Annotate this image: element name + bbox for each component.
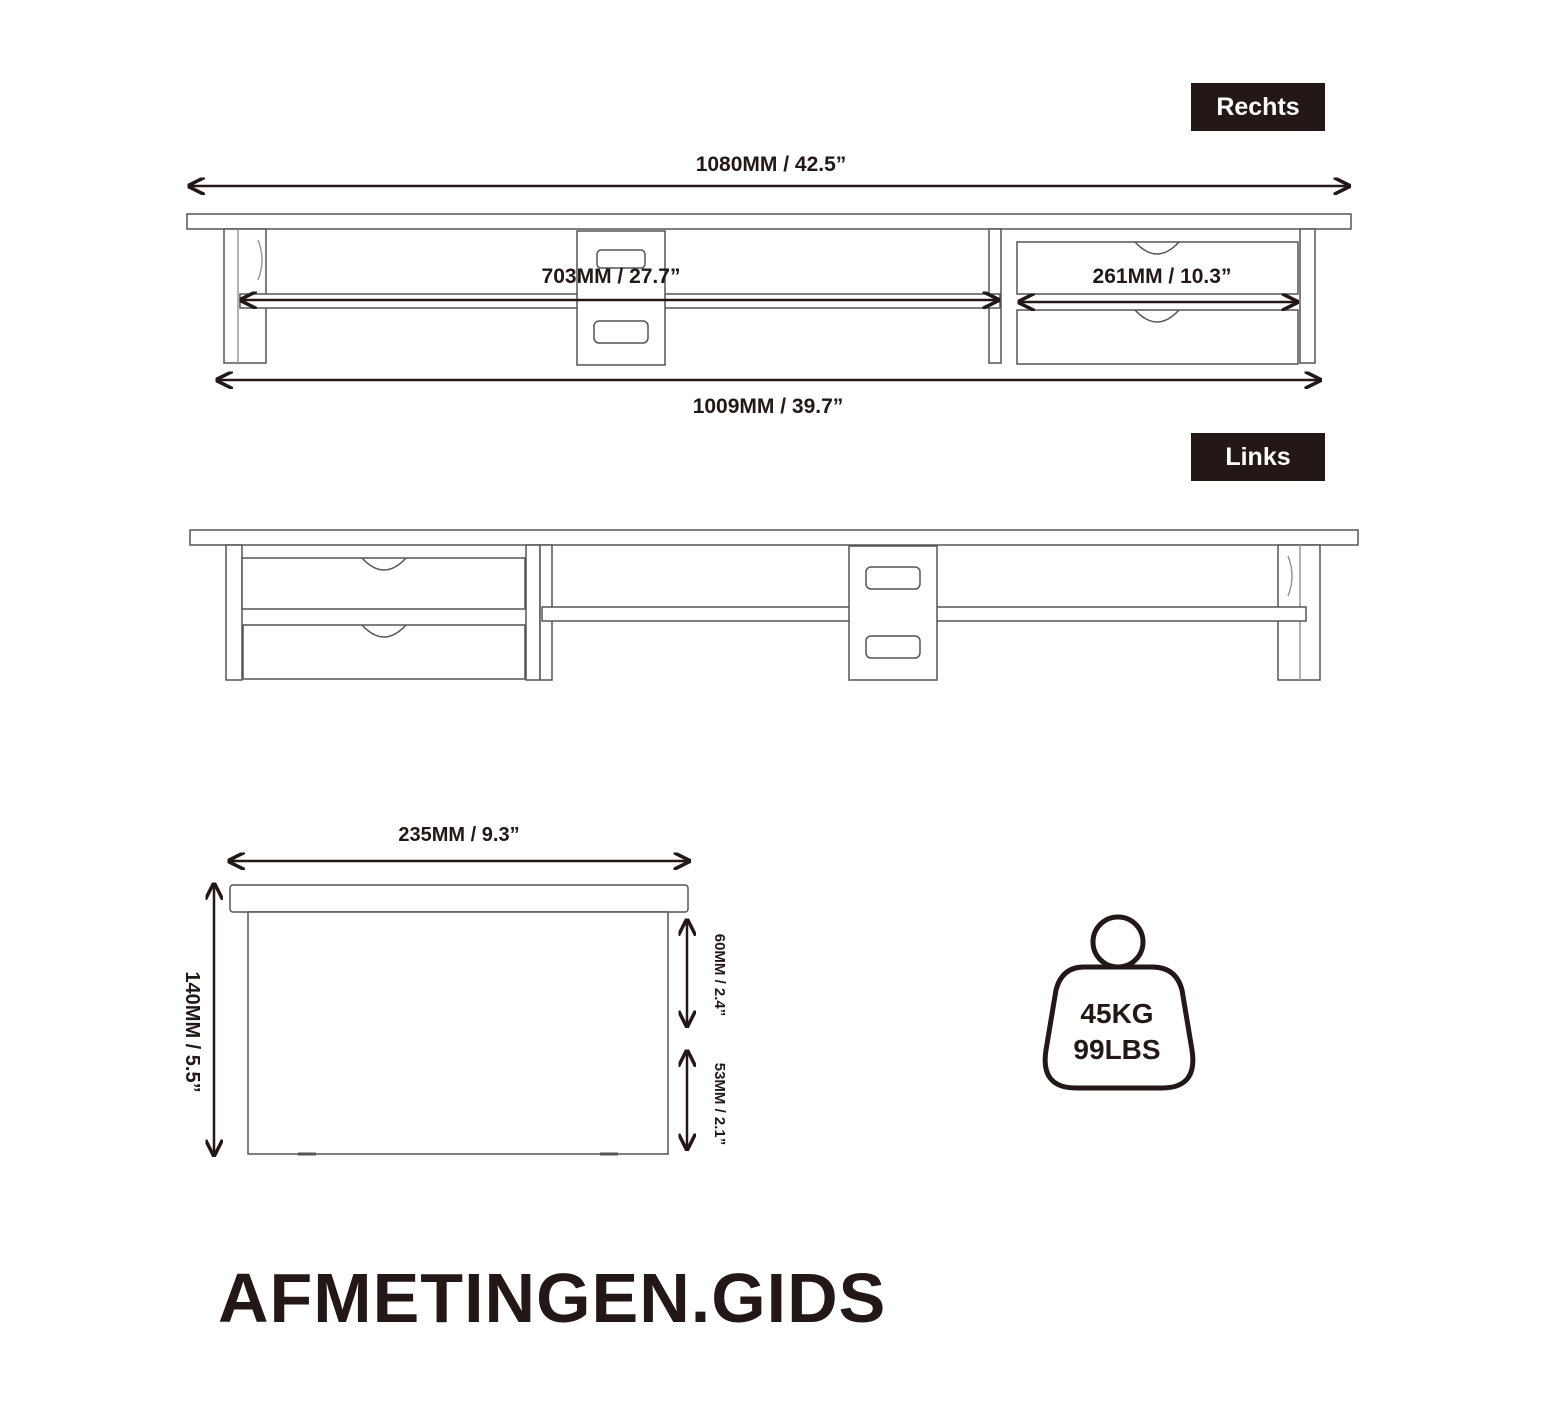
middle-span-label: 703MM / 27.7”: [541, 265, 681, 288]
left-bracket-handle-lower: [866, 636, 920, 658]
right-end-leg: [1300, 229, 1315, 363]
depth-label: 235MM / 9.3”: [398, 824, 520, 846]
left-divider-leg: [526, 545, 540, 680]
left-end-leg: [226, 545, 242, 680]
left-view-drawing: [190, 530, 1358, 680]
height-label: 140MM / 5.5”: [181, 971, 203, 1093]
left-top-board: [190, 530, 1358, 545]
lower-clearance-label: 53MM / 2.1”: [711, 1062, 728, 1146]
left-upper-drawer: [242, 558, 525, 609]
right-bracket-handle: [594, 321, 648, 343]
side-top-board: [230, 885, 688, 912]
upper-clearance-label: 60MM / 2.4”: [711, 933, 728, 1017]
capacity-lbs: 99LBS: [1073, 1034, 1161, 1065]
weight-capacity-icon: [1045, 917, 1193, 1088]
base-width-label: 1009MM / 39.7”: [692, 395, 844, 418]
right-lower-drawer: [1017, 310, 1298, 364]
right-bracket: [577, 231, 665, 365]
left-lower-drawer: [243, 625, 525, 679]
side-body: [248, 912, 668, 1154]
total-width-label: 1080MM / 42.5”: [695, 153, 847, 176]
right-view-badge: Rechts: [1191, 83, 1325, 131]
right-top-board: [187, 214, 1351, 229]
left-bracket-handle-upper: [866, 567, 920, 589]
left-bracket: [849, 546, 937, 680]
guide-title: AFMETINGEN.GIDS: [218, 1259, 887, 1337]
side-view-drawing: [230, 885, 688, 1154]
right-view-drawing: [187, 214, 1351, 365]
capacity-kg: 45KG: [1080, 998, 1154, 1029]
left-view-badge: Links: [1191, 433, 1325, 481]
drawer-width-label: 261MM / 10.3”: [1092, 265, 1232, 288]
